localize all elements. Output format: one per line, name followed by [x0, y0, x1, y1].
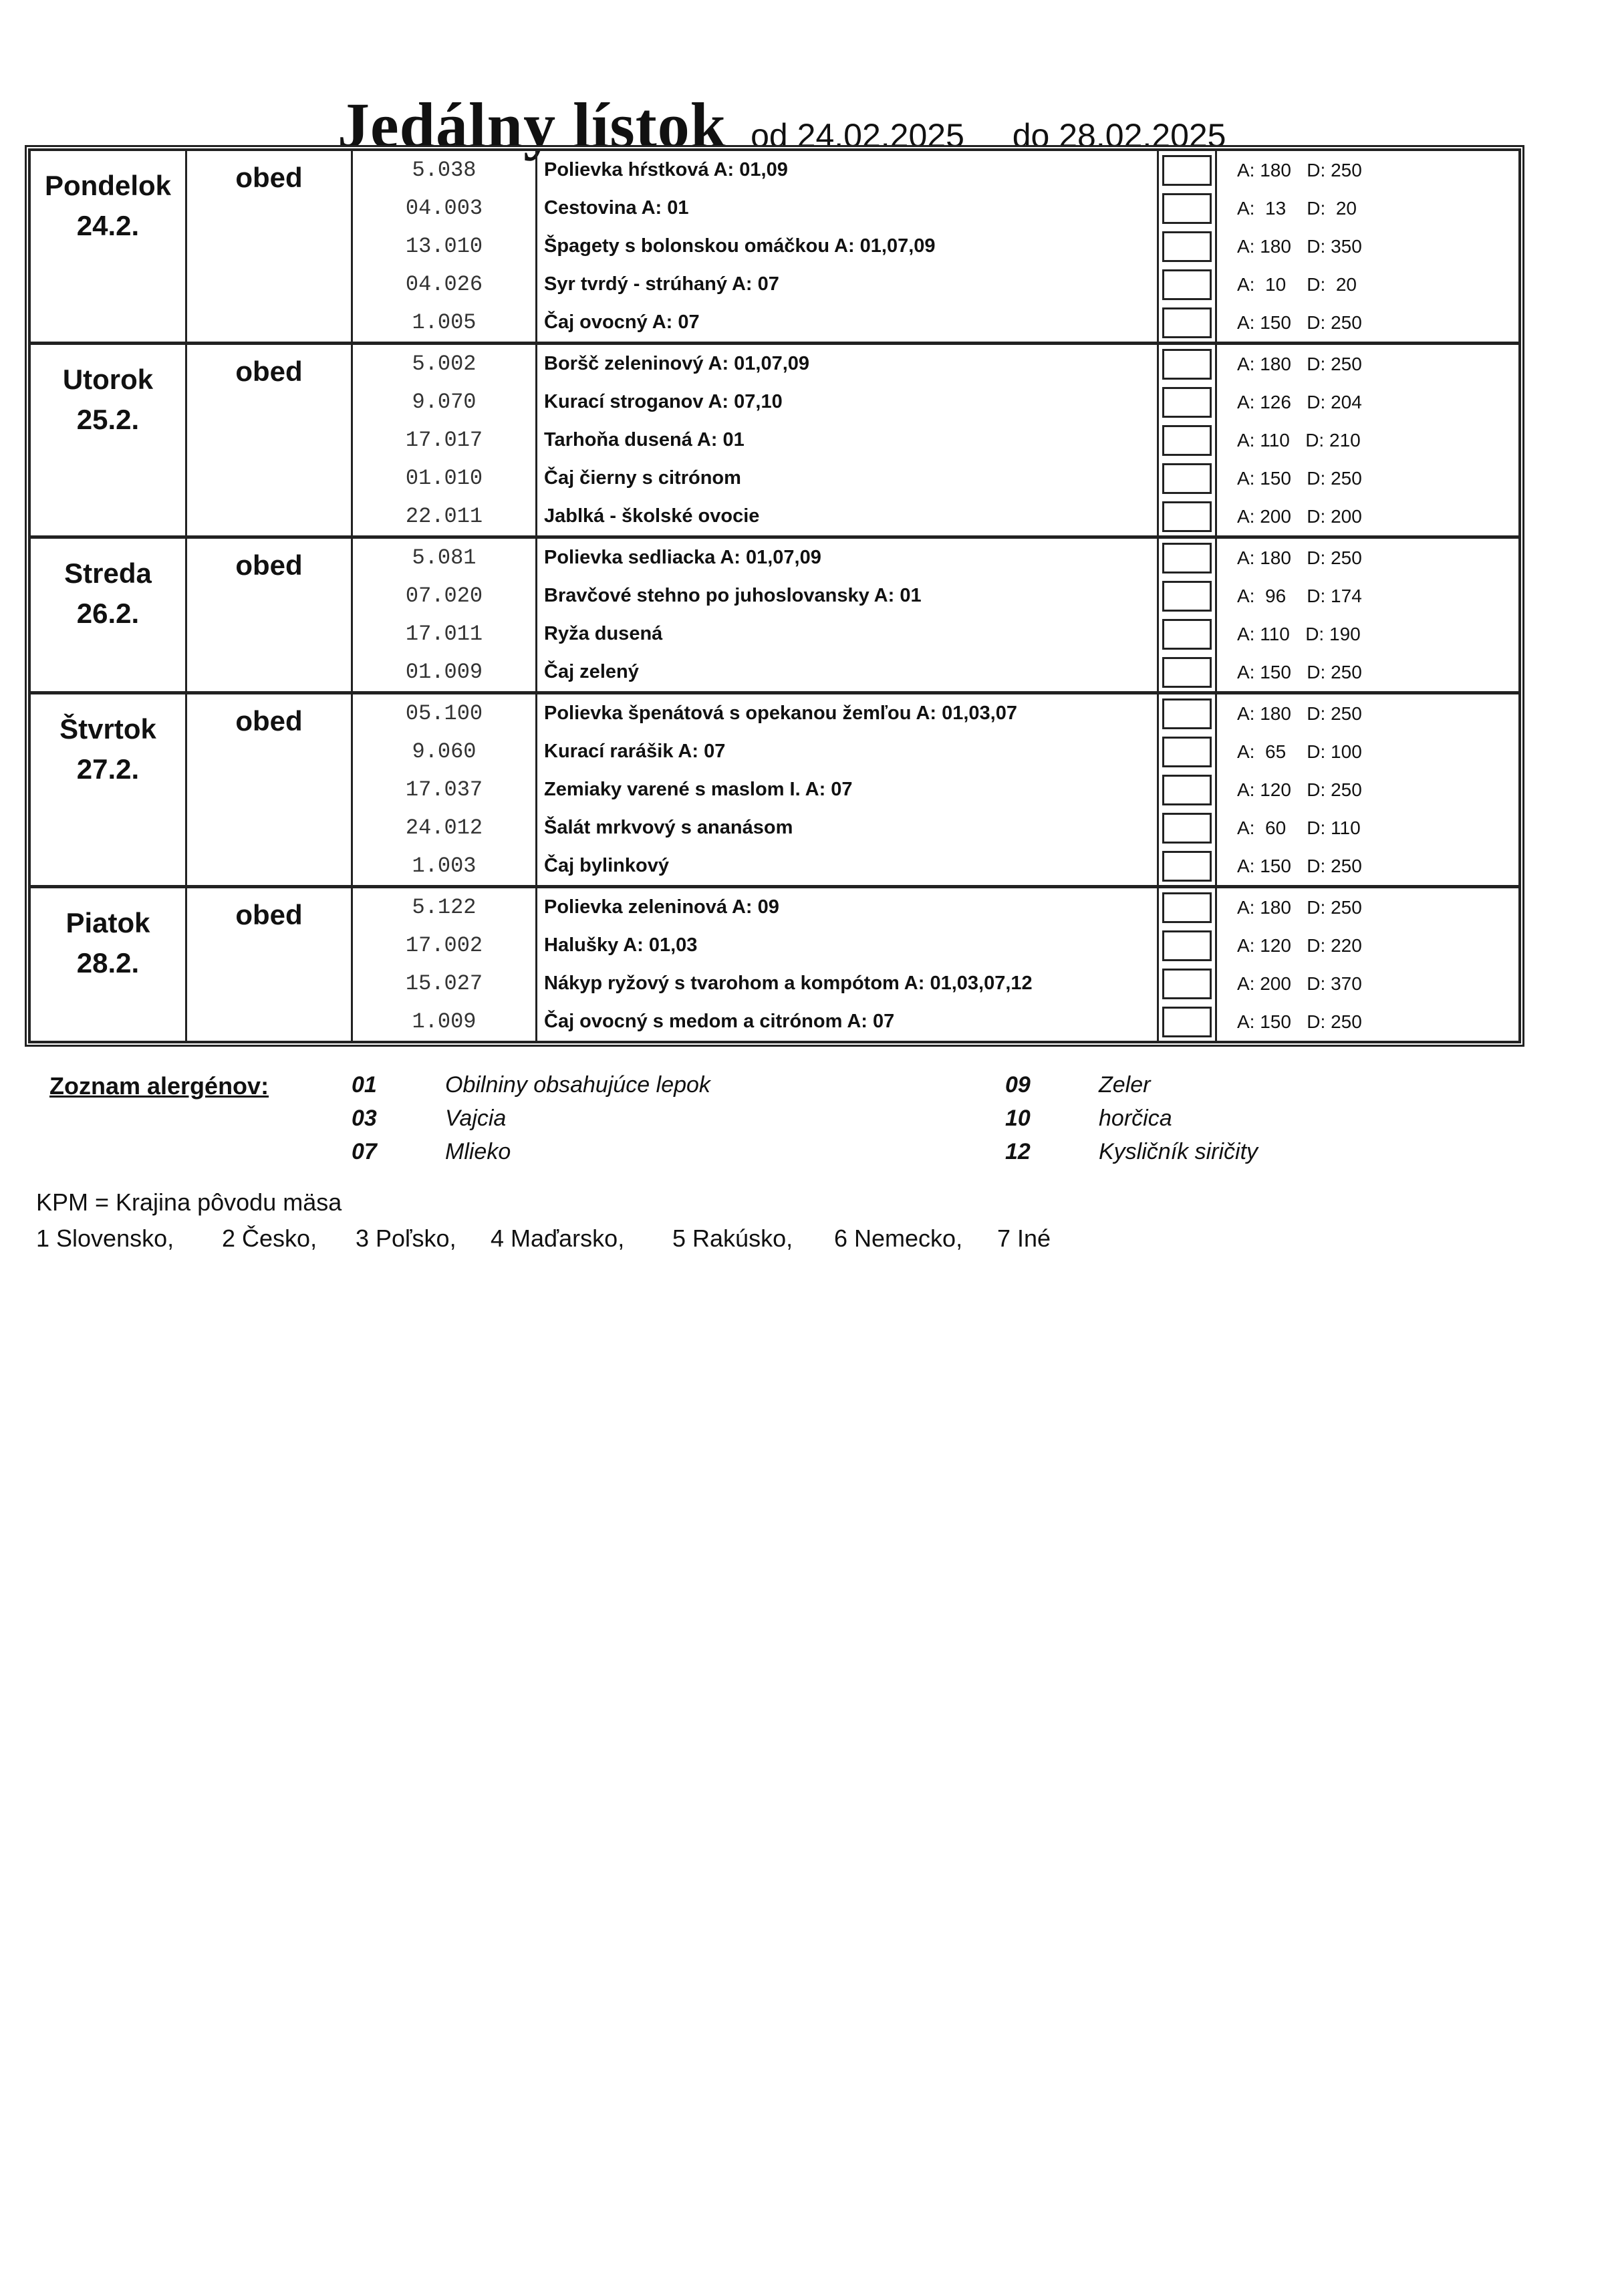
dish-code: 9.070: [412, 390, 477, 414]
dish-name: Kurací rarášik A: 07: [544, 741, 726, 762]
dish-code: 13.010: [405, 234, 483, 259]
portion-size: A: 150 D: 250: [1237, 661, 1362, 682]
portion-size: A: 150 D: 250: [1237, 467, 1362, 489]
allergen-name: Zeler: [1099, 1072, 1151, 1098]
dish-name: Zemiaky varené s maslom I. A: 07: [544, 779, 853, 800]
dish-name: Halušky A: 01,03: [544, 934, 698, 956]
checkbox-column: [1159, 151, 1215, 342]
dish-code: 04.026: [405, 272, 483, 297]
allergen-name: Mlieko: [445, 1139, 511, 1164]
meal-cell: [187, 539, 353, 691]
portion-size: A: 150 D: 250: [1237, 311, 1362, 333]
order-checkbox[interactable]: [1162, 307, 1212, 338]
code-column: [353, 345, 537, 535]
order-checkbox[interactable]: [1162, 269, 1212, 300]
country-item: 7 Iné: [997, 1225, 1051, 1252]
dish-name: Cestovina A: 01: [544, 197, 689, 219]
dish-name: Špagety s bolonskou omáčkou A: 01,07,09: [544, 235, 936, 257]
portion-size: A: 150 D: 250: [1237, 855, 1362, 876]
order-checkbox-row: [1159, 265, 1215, 303]
order-checkbox[interactable]: [1162, 501, 1212, 532]
allergen-code: 07: [352, 1139, 377, 1164]
allergen-legend: [49, 1072, 1453, 1172]
dish-name: Tarhoňa dusená A: 01: [544, 429, 745, 451]
order-checkbox-row: [1159, 303, 1215, 342]
portion-size: A: 180 D: 250: [1237, 703, 1362, 724]
dish-name: Polievka zeleninová A: 09: [544, 896, 779, 918]
dish-column: [537, 694, 1159, 885]
dish-name: Ryža dusená: [544, 623, 663, 644]
order-checkbox[interactable]: [1162, 581, 1212, 612]
day-cell: [31, 151, 187, 342]
day-date: 24.2.: [76, 210, 140, 241]
dish-code: 17.002: [405, 933, 483, 958]
day-date: 28.2.: [76, 947, 140, 979]
day-name: Utorok: [62, 364, 154, 395]
dish-name: Čaj ovocný A: 07: [544, 311, 700, 333]
dish-name: Čaj čierny s citrónom: [544, 467, 741, 489]
day-name: Štvrtok: [59, 713, 156, 745]
portion-column: [1215, 151, 1518, 342]
country-item: 5 Rakúsko,: [672, 1225, 793, 1252]
dish-name: Polievka špenátová s opekanou žemľou A: 01,03,07: [544, 703, 1017, 724]
portion-size: A: 60 D: 110: [1237, 817, 1361, 838]
order-checkbox[interactable]: [1162, 775, 1212, 805]
to-date: 28.02.2025: [1059, 117, 1226, 154]
portion-size: A: 110 D: 190: [1237, 623, 1361, 644]
day-block: [31, 888, 1518, 1041]
checkbox-column: [1159, 694, 1215, 885]
dish-code: 01.009: [405, 660, 483, 684]
order-checkbox-row: [1159, 809, 1215, 847]
portion-size: A: 13 D: 20: [1237, 197, 1357, 219]
order-checkbox-row: [1159, 615, 1215, 653]
order-checkbox[interactable]: [1162, 543, 1212, 573]
dish-code: 05.100: [405, 701, 483, 726]
day-cell: [31, 345, 187, 535]
dish-name: Jablká - školské ovocie: [544, 505, 760, 527]
dish-code: 24.012: [405, 815, 483, 840]
kpm-legend: KPM = Krajina pôvodu mäsa: [36, 1188, 342, 1216]
dish-name: Čaj bylinkový: [544, 855, 669, 876]
order-checkbox-row: [1159, 421, 1215, 459]
dish-code: 1.005: [412, 310, 477, 335]
allergen-name: Obilniny obsahujúce lepok: [445, 1072, 710, 1098]
day-cell: [31, 539, 187, 691]
order-checkbox[interactable]: [1162, 349, 1212, 380]
dish-code: 17.037: [405, 777, 483, 802]
portion-size: A: 120 D: 220: [1237, 934, 1362, 956]
code-column: [353, 694, 537, 885]
portion-column: [1215, 888, 1518, 1041]
dish-code: 9.060: [412, 739, 477, 764]
order-checkbox-row: [1159, 383, 1215, 421]
day-date: 27.2.: [76, 753, 140, 785]
order-checkbox-row: [1159, 847, 1215, 885]
day-block: [31, 151, 1518, 345]
code-column: [353, 539, 537, 691]
meal-label: obed: [235, 705, 303, 737]
allergen-code: 03: [352, 1106, 377, 1131]
dish-code: 1.003: [412, 854, 477, 878]
from-label: od: [751, 117, 788, 154]
day-date: 25.2.: [76, 404, 140, 435]
allergen-code: 01: [352, 1072, 377, 1098]
portion-size: A: 200 D: 200: [1237, 505, 1362, 527]
order-checkbox[interactable]: [1162, 387, 1212, 418]
day-block: [31, 539, 1518, 694]
portion-column: [1215, 345, 1518, 535]
order-checkbox-row: [1159, 653, 1215, 691]
dish-code: 22.011: [405, 504, 483, 529]
dish-name: Boršč zeleninový A: 01,07,09: [544, 353, 810, 374]
dish-name: Polievka sedliacka A: 01,07,09: [544, 547, 821, 568]
meal-label: obed: [235, 162, 303, 193]
portion-size: A: 180 D: 350: [1237, 235, 1362, 257]
order-checkbox[interactable]: [1162, 155, 1212, 186]
dish-code: 17.011: [405, 622, 483, 646]
dish-name: Polievka hŕstková A: 01,09: [544, 159, 788, 180]
portion-size: A: 120 D: 250: [1237, 779, 1362, 800]
checkbox-column: [1159, 888, 1215, 1041]
dish-name: Bravčové stehno po juhoslovansky A: 01: [544, 585, 922, 606]
allergen-code: 12: [1005, 1139, 1031, 1164]
portion-size: A: 180 D: 250: [1237, 353, 1362, 374]
order-checkbox[interactable]: [1162, 930, 1212, 961]
dish-column: [537, 345, 1159, 535]
country-item: 6 Nemecko,: [834, 1225, 963, 1252]
portion-column: [1215, 539, 1518, 691]
to-label: do: [1012, 117, 1050, 154]
order-checkbox[interactable]: [1162, 737, 1212, 767]
dish-column: [537, 888, 1159, 1041]
order-checkbox-row: [1159, 577, 1215, 615]
from-date: 24.02.2025: [797, 117, 964, 154]
order-checkbox-row: [1159, 459, 1215, 497]
day-block: [31, 694, 1518, 888]
order-checkbox[interactable]: [1162, 969, 1212, 999]
dish-code: 5.081: [412, 545, 477, 570]
portion-size: A: 126 D: 204: [1237, 391, 1362, 412]
dish-code: 5.038: [412, 158, 477, 182]
order-checkbox-row: [1159, 1003, 1215, 1041]
dish-name: Čaj zelený: [544, 661, 639, 682]
order-checkbox[interactable]: [1162, 463, 1212, 494]
order-checkbox[interactable]: [1162, 892, 1212, 923]
order-checkbox-row: [1159, 189, 1215, 227]
code-column: [353, 888, 537, 1041]
meal-label: obed: [235, 549, 303, 581]
dish-name: Syr tvrdý - strúhaný A: 07: [544, 273, 779, 295]
meal-cell: [187, 694, 353, 885]
meal-cell: [187, 888, 353, 1041]
portion-size: A: 110 D: 210: [1237, 429, 1361, 451]
menu-table: [28, 148, 1521, 1043]
portion-size: A: 96 D: 174: [1237, 585, 1362, 606]
order-checkbox-row: [1159, 733, 1215, 771]
order-checkbox[interactable]: [1162, 657, 1212, 688]
portion-size: A: 180 D: 250: [1237, 896, 1362, 918]
dish-code: 1.009: [412, 1009, 477, 1034]
meal-cell: [187, 151, 353, 342]
order-checkbox-row: [1159, 965, 1215, 1003]
page-title: Jedálny lístok: [338, 90, 727, 161]
portion-size: A: 200 D: 370: [1237, 973, 1362, 994]
order-checkbox-row: [1159, 497, 1215, 535]
allergen-name: horčica: [1099, 1106, 1172, 1131]
country-item: 2 Česko,: [222, 1225, 317, 1252]
checkbox-column: [1159, 539, 1215, 691]
order-checkbox[interactable]: [1162, 425, 1212, 456]
order-checkbox[interactable]: [1162, 619, 1212, 650]
order-checkbox-row: [1159, 539, 1215, 577]
meal-label: obed: [235, 899, 303, 930]
day-date: 26.2.: [76, 598, 140, 629]
day-name: Streda: [64, 557, 152, 589]
country-item: 3 Poľsko,: [356, 1225, 456, 1252]
portion-size: A: 10 D: 20: [1237, 273, 1357, 295]
dish-code: 04.003: [405, 196, 483, 221]
meal-label: obed: [235, 356, 303, 387]
order-checkbox-row: [1159, 345, 1215, 383]
order-checkbox[interactable]: [1162, 851, 1212, 882]
order-checkbox[interactable]: [1162, 231, 1212, 262]
allergen-heading: Zoznam alergénov:: [49, 1072, 269, 1100]
dish-code: 01.010: [405, 466, 483, 491]
portion-column: [1215, 694, 1518, 885]
portion-size: A: 150 D: 250: [1237, 1011, 1362, 1032]
dish-code: 17.017: [405, 428, 483, 453]
dish-code: 5.122: [412, 895, 477, 920]
order-checkbox-row: [1159, 926, 1215, 965]
day-block: [31, 345, 1518, 539]
dish-code: 5.002: [412, 352, 477, 376]
order-checkbox-row: [1159, 888, 1215, 926]
allergen-name: Vajcia: [445, 1106, 507, 1131]
order-checkbox-row: [1159, 227, 1215, 265]
day-name: Pondelok: [44, 170, 172, 201]
dish-name: Kurací stroganov A: 07,10: [544, 391, 783, 412]
allergen-name: Kysličník siričity: [1099, 1139, 1258, 1164]
dish-column: [537, 151, 1159, 342]
order-checkbox[interactable]: [1162, 193, 1212, 224]
portion-size: A: 65 D: 100: [1237, 741, 1362, 762]
dish-code: 07.020: [405, 584, 483, 608]
dish-name: Čaj ovocný s medom a citrónom A: 07: [544, 1011, 895, 1032]
portion-size: A: 180 D: 250: [1237, 159, 1362, 180]
country-item: 4 Maďarsko,: [491, 1225, 625, 1252]
country-item: 1 Slovensko,: [36, 1225, 174, 1252]
dish-column: [537, 539, 1159, 691]
order-checkbox[interactable]: [1162, 698, 1212, 729]
dish-code: 15.027: [405, 971, 483, 996]
allergen-code: 10: [1005, 1106, 1031, 1131]
order-checkbox[interactable]: [1162, 1007, 1212, 1037]
dish-name: Nákyp ryžový s tvarohom a kompótom A: 01,03,07,12: [544, 973, 1033, 994]
day-name: Piatok: [65, 907, 150, 938]
order-checkbox[interactable]: [1162, 813, 1212, 844]
checkbox-column: [1159, 345, 1215, 535]
order-checkbox-row: [1159, 151, 1215, 189]
allergen-code: 09: [1005, 1072, 1031, 1098]
day-cell: [31, 694, 187, 885]
meal-cell: [187, 345, 353, 535]
order-checkbox-row: [1159, 694, 1215, 733]
order-checkbox-row: [1159, 771, 1215, 809]
day-cell: [31, 888, 187, 1041]
portion-size: A: 180 D: 250: [1237, 547, 1362, 568]
dish-name: Šalát mrkvový s ananásom: [544, 817, 793, 838]
code-column: [353, 151, 537, 342]
